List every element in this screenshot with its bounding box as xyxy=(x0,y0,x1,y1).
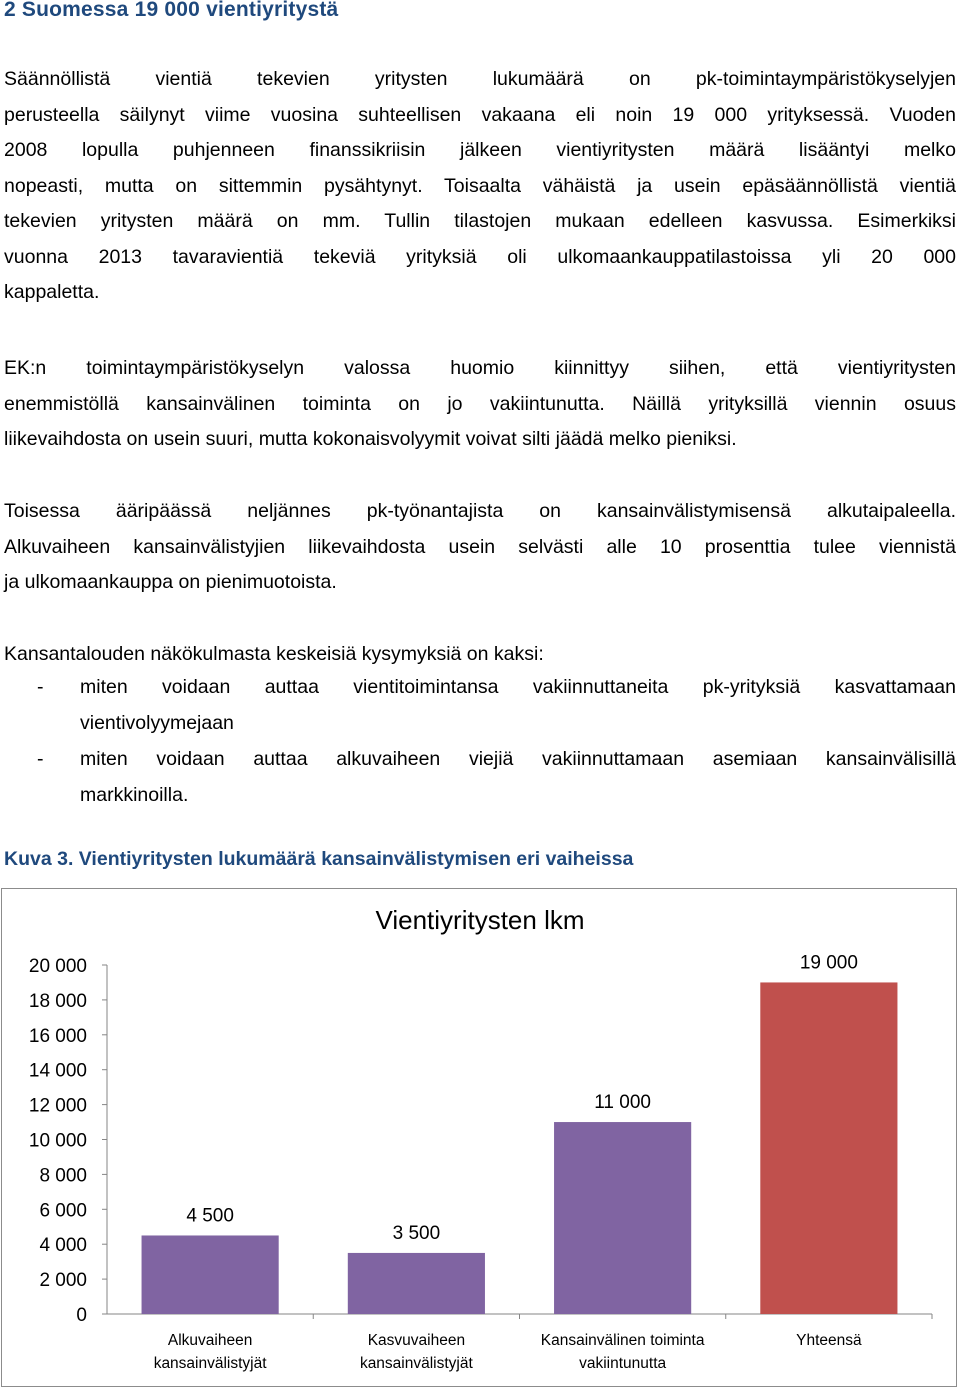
data-label: 11 000 xyxy=(594,1092,651,1114)
data-label: 19 000 xyxy=(799,952,858,974)
paragraph-1-line: vuonna 2013 tavaravientiä tekeviä yrityksiä oli ulkomaankauppatilastoissa yli 20 000 xyxy=(4,245,956,268)
list-bullet: - xyxy=(37,676,44,698)
paragraph-1-line: Säännöllistä vientiä tekevien yritysten lukumäärä on pk-toimintaympäristökyselyjen xyxy=(4,68,956,90)
list-bullet: - xyxy=(37,748,44,770)
chart-frame xyxy=(1,888,957,1387)
paragraph-1-line: perusteella säilynyt viime vuosina suhteellisen vakaana eli noin 19 000 yrityksessä. Vuoden xyxy=(4,103,956,126)
list-item-text-line: markkinoilla. xyxy=(80,784,189,806)
paragraph-1-line: tekevien yritysten määrä on mm. Tullin tilastojen mukaan edelleen kasvussa. Esimerkiksi xyxy=(4,210,956,232)
y-tick-label: 0 xyxy=(76,1305,87,1326)
y-tick-label: 2 000 xyxy=(39,1270,87,1292)
y-tick-label: 16 000 xyxy=(28,1025,87,1047)
x-tick-label: Kansainvälinen toiminta xyxy=(540,1332,705,1349)
data-label: 3 500 xyxy=(392,1222,441,1244)
paragraph-2-line: liikevaihdosta on usein suuri, mutta kokonaisvolyymit voivat silti jäädä melko pieniksi. xyxy=(4,428,737,450)
paragraph-2-line: enemmistöllä kansainvälinen toiminta on jo vakiintunutta. Näillä yrityksillä viennin osuus xyxy=(4,392,956,415)
y-tick-label: 14 000 xyxy=(28,1060,87,1082)
y-tick-label: 6 000 xyxy=(39,1200,87,1222)
paragraph-1-line: nopeasti, mutta on sittemmin pysähtynyt. Toisaalta vähäistä ja usein epäsäännöllistä vientiä xyxy=(4,174,956,197)
data-label: 4 500 xyxy=(186,1205,234,1227)
paragraph-1-line: kappaletta. xyxy=(4,281,100,303)
list-item-text-line: miten voidaan auttaa vientitoimintansa vakiinnuttaneita pk-yrityksiä kasvattamaan xyxy=(80,676,956,698)
bar xyxy=(760,982,897,1314)
x-tick-label: kansainvälistyjät xyxy=(153,1355,267,1372)
x-tick-label: vakiintunutta xyxy=(579,1355,667,1372)
y-tick-label: 18 000 xyxy=(28,990,87,1012)
paragraph-1-line: 2008 lopulla puhjenneen finanssikriisin jälkeen vientiyritysten määrä lisääntyi melko xyxy=(4,139,956,161)
paragraph-3-line: ja ulkomaankauppa on pienimuotoista. xyxy=(4,571,337,593)
y-tick-label: 20 000 xyxy=(28,956,87,977)
paragraph-3-line: Alkuvaiheen kansainvälistyjien liikevaihdosta usein selvästi alle 10 prosenttia tulee viennistä xyxy=(4,535,956,558)
section-heading: 2 Suomessa 19 000 vientiyritystä xyxy=(4,0,339,21)
x-tick-label: Kasvuvaiheen xyxy=(367,1332,466,1349)
bar xyxy=(554,1122,691,1314)
chart-title: Vientiyritysten lkm xyxy=(375,905,585,935)
y-tick-label: 10 000 xyxy=(28,1130,87,1152)
figure-caption: Kuva 3. Vientiyritysten lukumäärä kansainvälistymisen eri vaiheissa xyxy=(4,848,634,870)
bar xyxy=(348,1253,485,1314)
paragraph-4-line: Kansantalouden näkökulmasta keskeisiä kysymyksiä on kaksi: xyxy=(4,643,544,665)
list-item-text-line: miten voidaan auttaa alkuvaiheen viejiä vakiinnuttamaan asemiaan kansainvälisillä xyxy=(80,748,956,770)
paragraph-3-line: Toisessa ääripäässä neljännes pk-työnantajista on kansainvälistymisensä alkutaipaleella. xyxy=(4,500,956,522)
bar xyxy=(142,1235,279,1314)
list-item-text-line: vientivolyymejaan xyxy=(80,712,234,734)
y-tick-label: 8 000 xyxy=(39,1165,87,1187)
x-tick-label: Alkuvaiheen xyxy=(167,1332,253,1349)
y-tick-label: 4 000 xyxy=(39,1235,87,1257)
y-tick-label: 12 000 xyxy=(28,1095,87,1117)
x-tick-label: Yhteensä xyxy=(796,1332,862,1349)
paragraph-2-line: EK:n toimintaympäristökyselyn valossa huomio kiinnittyy siihen, että vientiyritysten xyxy=(4,357,956,379)
bar-chart xyxy=(2,889,956,1386)
x-tick-label: kansainvälistyjät xyxy=(359,1355,473,1372)
